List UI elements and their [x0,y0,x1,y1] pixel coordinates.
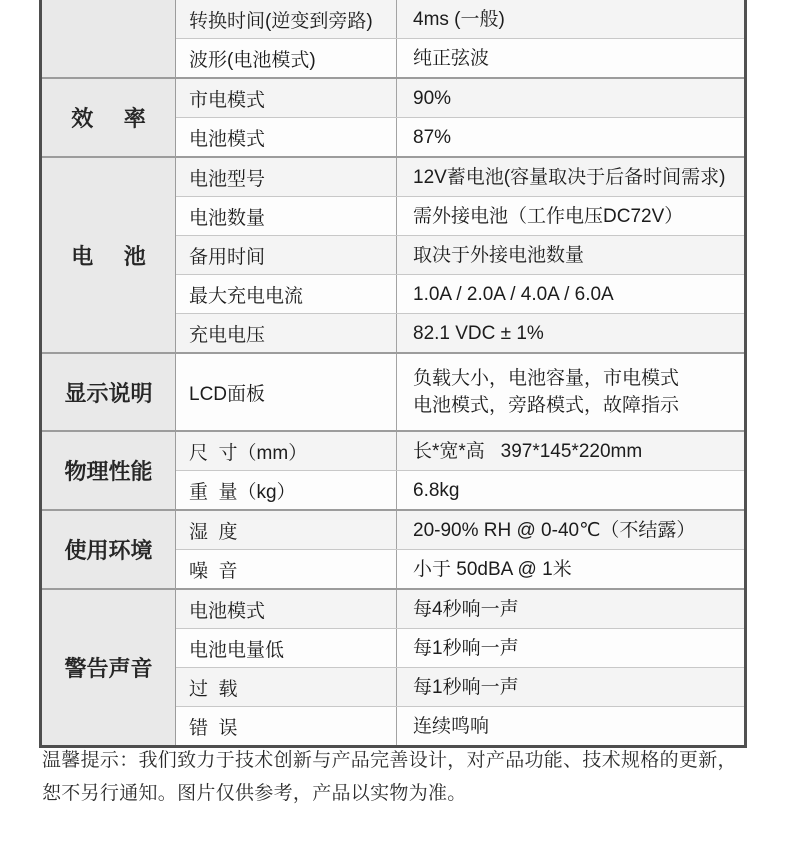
spec-row [176,706,744,745]
spec-name: 湿 度 [176,511,397,549]
spec-row [176,235,744,274]
spec-value [397,629,744,667]
spec-name: 市电模式 [176,79,397,117]
spec-row [176,38,744,77]
section-rows [176,354,744,430]
spec-value-line1: 纯正弦波 [413,47,490,69]
spec-value [397,511,744,549]
spec-value [397,432,744,470]
spec-value-line1: 每4秒响一声 [413,598,519,620]
spec-value [397,39,744,77]
spec-row [176,511,744,549]
spec-row [176,590,744,628]
spec-value [397,0,744,38]
spec-row [176,549,744,588]
section-rows [176,0,744,77]
spec-value [397,550,744,588]
section-rows [176,511,744,588]
category-cell: 使用环境 [42,511,176,588]
spec-name: 波形(电池模式) [176,39,397,77]
spec-section [42,588,744,745]
spec-value-line1: 87% [413,126,452,148]
spec-value-line1: 20-90% RH @ 0-40℃（不结露） [413,519,696,541]
spec-name: 过 载 [176,668,397,706]
spec-section [42,77,744,156]
spec-value [397,158,744,196]
spec-value [397,471,744,509]
category-cell: 电 池 [42,158,176,352]
spec-row [176,628,744,667]
spec-name: 尺 寸（mm） [176,432,397,470]
spec-name: 重 量（kg） [176,471,397,509]
spec-section [42,509,744,588]
spec-row [176,313,744,352]
spec-value [397,118,744,156]
spec-section [42,0,744,77]
spec-value [397,236,744,274]
spec-row [176,470,744,509]
spec-name: 备用时间 [176,236,397,274]
spec-value [397,707,744,745]
spec-value-line1: 小于 50dBA @ 1米 [413,558,572,580]
spec-name: 最大充电电流 [176,275,397,313]
spec-row [176,667,744,706]
category-cell: 物理性能 [42,432,176,509]
section-rows [176,590,744,745]
spec-value-line1: 负载大小，电池容量，市电模式 [413,368,680,389]
spec-value-line1: 需外接电池（工作电压DC72V） [413,205,684,227]
spec-value-line2: 电池模式，旁路模式，故障指示 [413,395,680,416]
spec-row [176,274,744,313]
category-cell: 显示说明 [42,354,176,430]
spec-name: 噪 音 [176,550,397,588]
section-rows [176,432,744,509]
category-cell: 警告声音 [42,590,176,745]
spec-row [176,196,744,235]
spec-table [39,0,747,748]
spec-name: LCD面板 [176,354,397,430]
spec-value [397,314,744,352]
spec-value-line1: 取决于外接电池数量 [413,244,585,266]
spec-value-line1: 82.1 VDC ± 1% [413,322,544,344]
spec-name: 电池数量 [176,197,397,235]
spec-value-line1: 4ms (一般) [413,8,505,30]
spec-section [42,156,744,352]
spec-value [397,590,744,628]
spec-name: 转换时间(逆变到旁路) [176,0,397,38]
spec-name: 充电电压 [176,314,397,352]
spec-row [176,0,744,38]
spec-row [176,432,744,470]
spec-row [176,158,744,196]
spec-value-line1: 每1秒响一声 [413,637,519,659]
category-cell [42,0,176,77]
spec-value [397,79,744,117]
spec-value-line1: 长*宽*高 397*145*220mm [413,440,643,462]
spec-value-line1: 1.0A / 2.0A / 4.0A / 6.0A [413,283,614,305]
section-rows [176,158,744,352]
spec-value-line1: 6.8kg [413,479,460,501]
spec-row [176,117,744,156]
spec-section [42,352,744,430]
spec-name: 电池电量低 [176,629,397,667]
spec-value-line1: 90% [413,87,452,109]
footer-note-line1: 温馨提示：我们致力于技术创新与产品完善设计，对产品功能、技术规格的更新， [42,750,737,771]
category-cell: 效 率 [42,79,176,156]
spec-value [397,668,744,706]
spec-value-line1: 连续鸣响 [413,715,490,737]
spec-row [176,79,744,117]
spec-name: 电池模式 [176,590,397,628]
spec-section [42,430,744,509]
section-rows [176,79,744,156]
spec-name: 电池模式 [176,118,397,156]
spec-value [397,354,744,430]
spec-value [397,197,744,235]
spec-name: 错 误 [176,707,397,745]
footer-note-line2: 恕不另行通知。图片仅供参考，产品以实物为准。 [42,783,467,804]
spec-value [397,275,744,313]
spec-row [176,354,744,430]
spec-value-line1: 12V蓄电池(容量取决于后备时间需求) [413,166,726,188]
footer-note [42,744,748,810]
spec-name: 电池型号 [176,158,397,196]
spec-value-line1: 每1秒响一声 [413,676,519,698]
